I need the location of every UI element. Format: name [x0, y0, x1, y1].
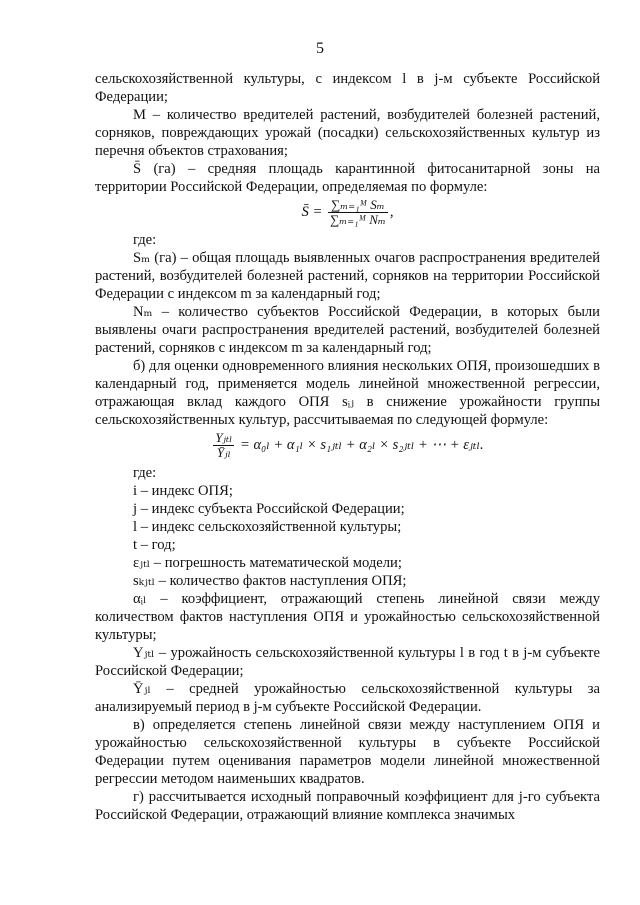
regression-fraction — [213, 431, 234, 460]
paragraph: Nₘ – количество субъектов Российской Федерации, в которых были выявлены очаги распространения вредителей растений, возбудителей болезней растений, сорняков с индексом m за календарный год; — [95, 304, 600, 356]
document-body — [95, 70, 600, 824]
paragraph: t – год; — [133, 537, 176, 553]
paragraph-group-1 — [95, 70, 600, 196]
paragraph: j – индекс субъекта Российской Федерации; — [133, 501, 405, 517]
regression-numerator: Yⱼₜₗ — [215, 430, 233, 445]
paragraph: где: — [133, 232, 157, 248]
paragraph: б) для оценки одновременного влияния нескольких ОПЯ, произошедших в календарный год, применяется модель линейной множественной регрессии, отражающая вклад каждого ОПЯ sᵢⱼ в снижение урожайности группы сельскохозяйственных культур, рассчитываемая по следующей формуле: — [95, 358, 600, 428]
paragraph: где: — [133, 465, 157, 481]
paragraph-group-3 — [95, 464, 600, 824]
paragraph-group-2 — [95, 231, 600, 429]
paragraph: Sₘ (га) – общая площадь выявленных очагов распространения вредителей растений, возбудителей болезней растений, сорняков на территории Российской Федерации с индексом m за календарный год; — [95, 250, 600, 302]
paragraph: Ȳⱼₗ – средней урожайностью сельскохозяйственной культуры за анализируемый период в j-м субъекте Российской Федерации. — [95, 681, 600, 715]
paragraph: Yⱼₜₗ – урожайность сельскохозяйственной культуры l в год t в j-м субъекте Российской Федерации; — [95, 645, 600, 679]
paragraph: i – индекс ОПЯ; — [133, 483, 233, 499]
paragraph: εⱼₜₗ – погрешность математической модели; — [133, 555, 402, 571]
paragraph: αᵢₗ – коэффициент, отражающий степень линейной связи между количеством фактов наступления ОПЯ и урожайностью сельскохозяйственной культуры; — [95, 591, 600, 643]
regression-rhs: = α₀ₗ + α₁ₗ × s₁ⱼₜₗ + α₂ₗ × s₂ⱼₜₗ + ⋯ + εⱼₜₗ. — [240, 436, 484, 453]
formula-numerator: ∑ₘ₌₁ᴹ Sₘ — [328, 198, 388, 213]
paragraph: сельскохозяйственной культуры, с индексом l в j-м субъекте Российской Федерации; — [95, 71, 600, 105]
formula-tail: , — [389, 203, 394, 220]
paragraph: l – индекс сельскохозяйственной культуры; — [133, 519, 402, 535]
paragraph: sₖⱼₜₗ – количество фактов наступления ОПЯ; — [133, 573, 407, 589]
paragraph: в) определяется степень линейной связи между наступлением ОПЯ и урожайностью сельскохозяйственной культуры в субъекте Российской Федерации путем оценивания параметров модели линейной множественной регрессии методом наименьших квадратов. — [95, 717, 600, 787]
paragraph: M – количество вредителей растений, возбудителей болезней растений, сорняков, повреждающих урожай (посадки) сельскохозяйственных культур из перечня объектов страхования; — [95, 107, 600, 159]
formula-s-bar — [95, 198, 600, 227]
regression-denominator: Ȳⱼₗ — [216, 445, 231, 460]
page-number: 5 — [316, 40, 324, 57]
paragraph: г) рассчитывается исходный поправочный коэффициент для j-го субъекта Российской Федерации, отражающий влияние комплекса значимых — [95, 789, 600, 823]
formula-fraction — [328, 198, 388, 227]
formula-denominator: ∑ₘ₌₁ᴹ Nₘ — [329, 212, 386, 227]
formula-regression — [95, 431, 600, 460]
formula-lhs: S̄ = — [301, 203, 323, 220]
paragraph: S̄ (га) – средняя площадь карантинной фитосанитарной зоны на территории Российской Федерации, определяемая по формуле: — [95, 161, 600, 195]
